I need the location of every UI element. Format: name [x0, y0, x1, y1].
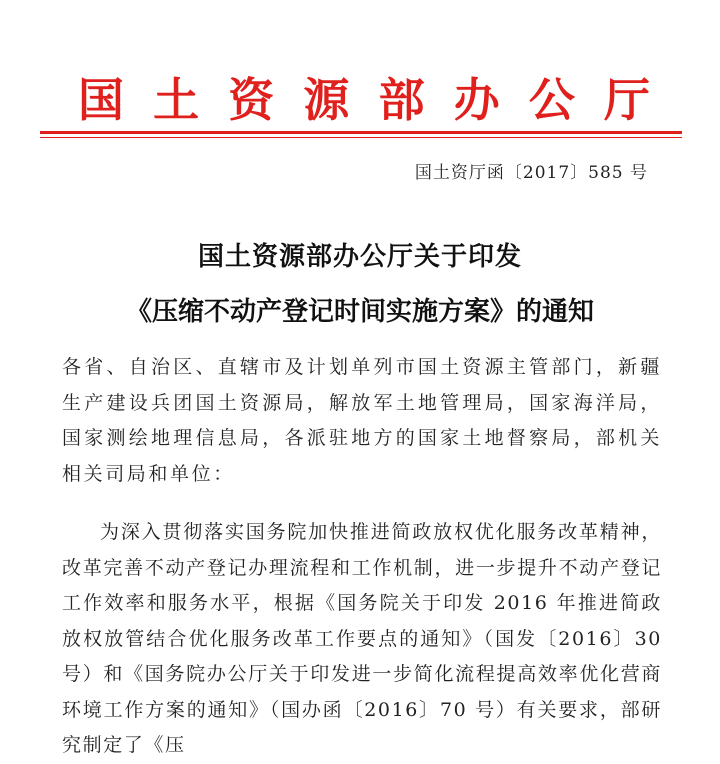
document-title-line-1: 国土资源部办公厅关于印发 [197, 242, 522, 272]
body-paragraph: 为深入贯彻落实国务院加快推进简政放权优化服务改革精神，改革完善不动产登记办理流程和工作机制，进一步提升不动产登记工作效率和服务水平，根据《国务院关于印发 2016 年推进简政放权放管结合优化服务改革工作要点的通知》（国发〔2016〕30 号）和《国务院办公厅关于印发进一步简化流程提高效率优化营商环境工作方案的通知》（国办函〔2016〕70 号）有关要求，部研究制定了《压 [62, 521, 662, 756]
org-char: 资 [228, 73, 275, 127]
issuing-organization-header [78, 72, 650, 128]
org-char: 公 [528, 73, 575, 127]
org-char: 部 [378, 73, 425, 127]
org-char: 国 [78, 73, 124, 127]
document-number: 国土资厅函〔2017〕585 号 [414, 163, 648, 183]
org-char: 源 [303, 73, 350, 127]
header-divider-thin [40, 137, 682, 138]
addressee-paragraph: 各省、自治区、直辖市及计划单列市国土资源主管部门，新疆生产建设兵团国土资源局，解放军土地管理局，国家海洋局，国家测绘地理信息局，各派驻地方的国家土地督察局，部机关相关司局和单位： [62, 356, 662, 485]
org-char: 厅 [603, 73, 650, 127]
org-char: 土 [153, 73, 200, 127]
document-title-line-2: 《压缩不动产登记时间实施方案》的通知 [125, 297, 594, 327]
org-char: 办 [453, 73, 500, 127]
header-divider-thick [40, 131, 682, 134]
